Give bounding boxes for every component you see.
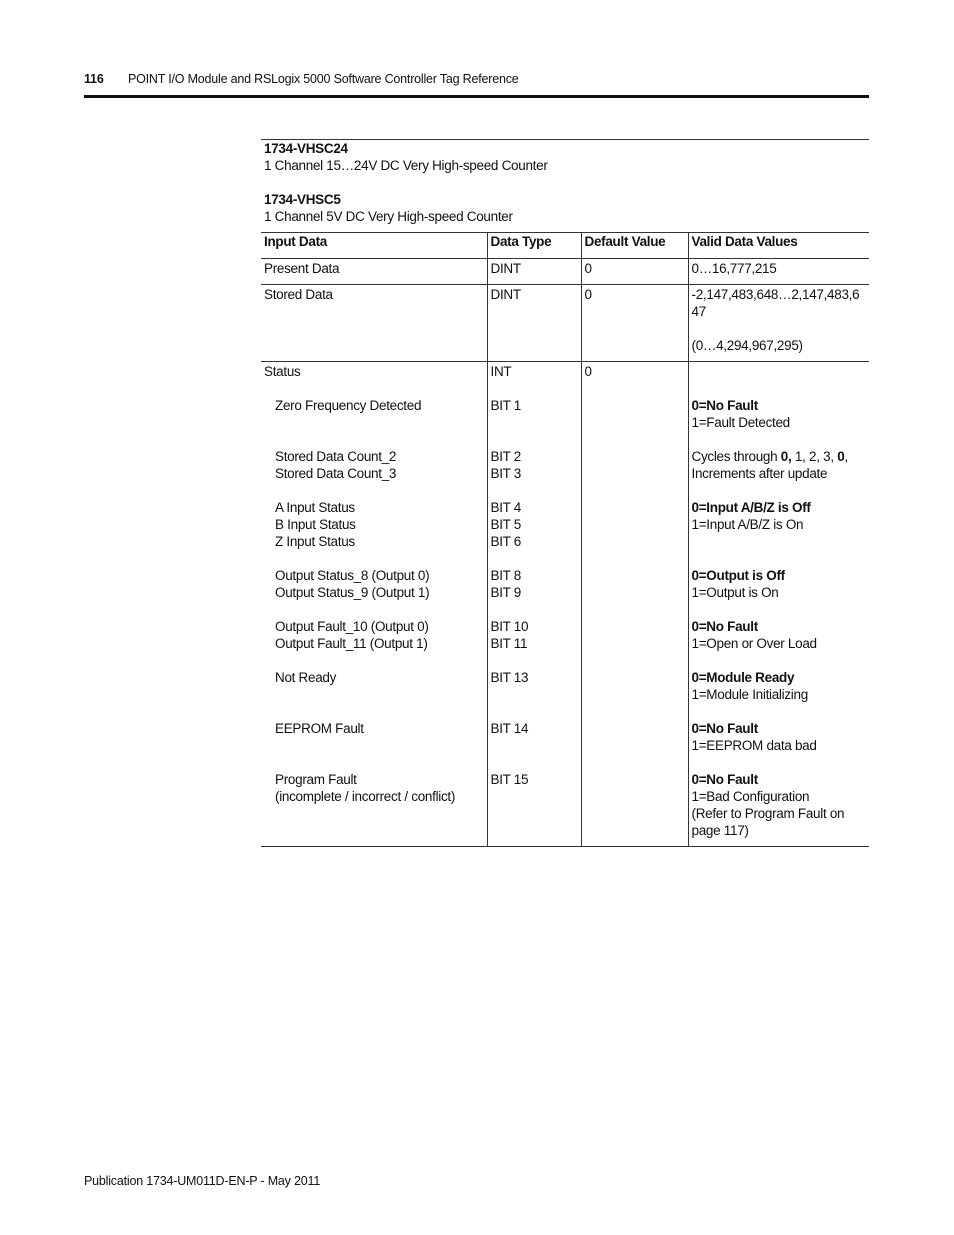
bit-9: BIT 9 [490, 585, 522, 600]
page-footer: Publication 1734-UM011D-EN-P - May 2011 [84, 1174, 321, 1188]
stored-count3-name: Stored Data Count_3 [275, 466, 397, 481]
program-v0: 0=No Fault [691, 772, 758, 787]
stored-range-signed: -2,147,483,648…2,147,483,647 [691, 287, 860, 319]
program-fault-detail: (incomplete / incorrect / conflict) [275, 789, 456, 804]
cell-type: DINT [487, 285, 581, 362]
cycles-zero: 0, [780, 449, 792, 464]
header-rule [84, 95, 869, 98]
cycles-text: Cycles through [691, 449, 781, 464]
status-default: 0 [584, 364, 592, 379]
eeprom-v1: 1=EEPROM data bad [691, 738, 817, 753]
table-header-row [261, 233, 869, 259]
outputs-v0: 0=Output is Off [691, 568, 785, 583]
product-description: 1 Channel 5V DC Very High-speed Counter [264, 209, 513, 224]
eeprom-fault-name: EEPROM Fault [275, 721, 364, 736]
not-ready-name: Not Ready [275, 670, 337, 685]
status-type: INT [490, 364, 512, 379]
table-row-present-data [261, 259, 869, 285]
cell-name [261, 362, 487, 847]
bit-2: BIT 2 [490, 449, 522, 464]
output-status8-name: Output Status_8 (Output 0) [275, 568, 430, 583]
product-vhsc5 [264, 191, 513, 225]
program-v1: 1=Bad Configuration [691, 789, 810, 804]
cell-default: 0 [581, 285, 688, 362]
bit-4: BIT 4 [490, 500, 522, 515]
stored-count-values [692, 448, 867, 465]
cycles-zero-end: 0 [837, 449, 845, 464]
cell-default [581, 362, 688, 847]
bit-3: BIT 3 [490, 466, 522, 481]
bit-8: BIT 8 [490, 568, 522, 583]
status-label: Status [264, 364, 301, 379]
header-input-data: Input Data [261, 233, 487, 259]
outputs-v1: 1=Output is On [691, 585, 779, 600]
stored-range-unsigned: (0…4,294,967,295) [691, 338, 803, 353]
not-ready-v1: 1=Module Initializing [691, 687, 808, 702]
bit-11: BIT 11 [490, 636, 528, 651]
header-data-type: Data Type [487, 233, 581, 259]
b-input-name: B Input Status [275, 517, 356, 532]
zero-freq-v0: 0=No Fault [691, 398, 758, 413]
bit-10: BIT 10 [490, 619, 529, 634]
table-row-status [261, 362, 869, 847]
a-input-name: A Input Status [275, 500, 355, 515]
input-data-table [261, 232, 869, 847]
output-fault11-name: Output Fault_11 (Output 1) [275, 636, 428, 651]
cycles-comma: , [844, 449, 848, 464]
table-row-stored-data [261, 285, 869, 362]
product-code: 1734-VHSC24 [264, 141, 348, 156]
zero-freq-v1: 1=Fault Detected [691, 415, 790, 430]
cell-values [688, 285, 869, 362]
zero-freq-name: Zero Frequency Detected [275, 398, 422, 413]
eeprom-v0: 0=No Fault [691, 721, 758, 736]
faults-v1: 1=Open or Over Load [691, 636, 817, 651]
inputs-v1: 1=Input A/B/Z is On [691, 517, 804, 532]
stored-count2-name: Stored Data Count_2 [275, 449, 397, 464]
program-v2: (Refer to Program Fault on page 117) [691, 806, 845, 838]
product-vhsc24 [264, 140, 548, 174]
bit-6: BIT 6 [490, 534, 522, 549]
bit-14: BIT 14 [490, 721, 529, 736]
header-default-value: Default Value [581, 233, 688, 259]
cell-default: 0 [581, 259, 688, 285]
product-description: 1 Channel 15…24V DC Very High-speed Counter [264, 158, 548, 173]
page-number: 116 [84, 72, 104, 86]
output-fault10-name: Output Fault_10 (Output 0) [275, 619, 429, 634]
program-fault-name: Program Fault [275, 772, 357, 787]
z-input-name: Z Input Status [275, 534, 355, 549]
header-valid-data-values: Valid Data Values [688, 233, 869, 259]
product-code: 1734-VHSC5 [264, 192, 341, 207]
stored-count-line2: Increments after update [691, 466, 828, 481]
cell-name: Stored Data [261, 285, 487, 362]
cell-values: 0…16,777,215 [688, 259, 869, 285]
page-header [84, 72, 869, 86]
not-ready-v0: 0=Module Ready [691, 670, 795, 685]
output-status9-name: Output Status_9 (Output 1) [275, 585, 430, 600]
bit-5: BIT 5 [490, 517, 522, 532]
cycles-mid: 1, 2, 3, [791, 449, 838, 464]
cell-type: DINT [487, 259, 581, 285]
cell-name: Present Data [261, 259, 487, 285]
bit-15: BIT 15 [490, 772, 529, 787]
faults-v0: 0=No Fault [691, 619, 758, 634]
inputs-v0: 0=Input A/B/Z is Off [691, 500, 811, 515]
cell-type [487, 362, 581, 847]
bit-13: BIT 13 [490, 670, 529, 685]
running-title: POINT I/O Module and RSLogix 5000 Software Controller Tag Reference [128, 72, 519, 86]
zero-freq-bit: BIT 1 [490, 398, 522, 413]
cell-values [688, 362, 869, 847]
